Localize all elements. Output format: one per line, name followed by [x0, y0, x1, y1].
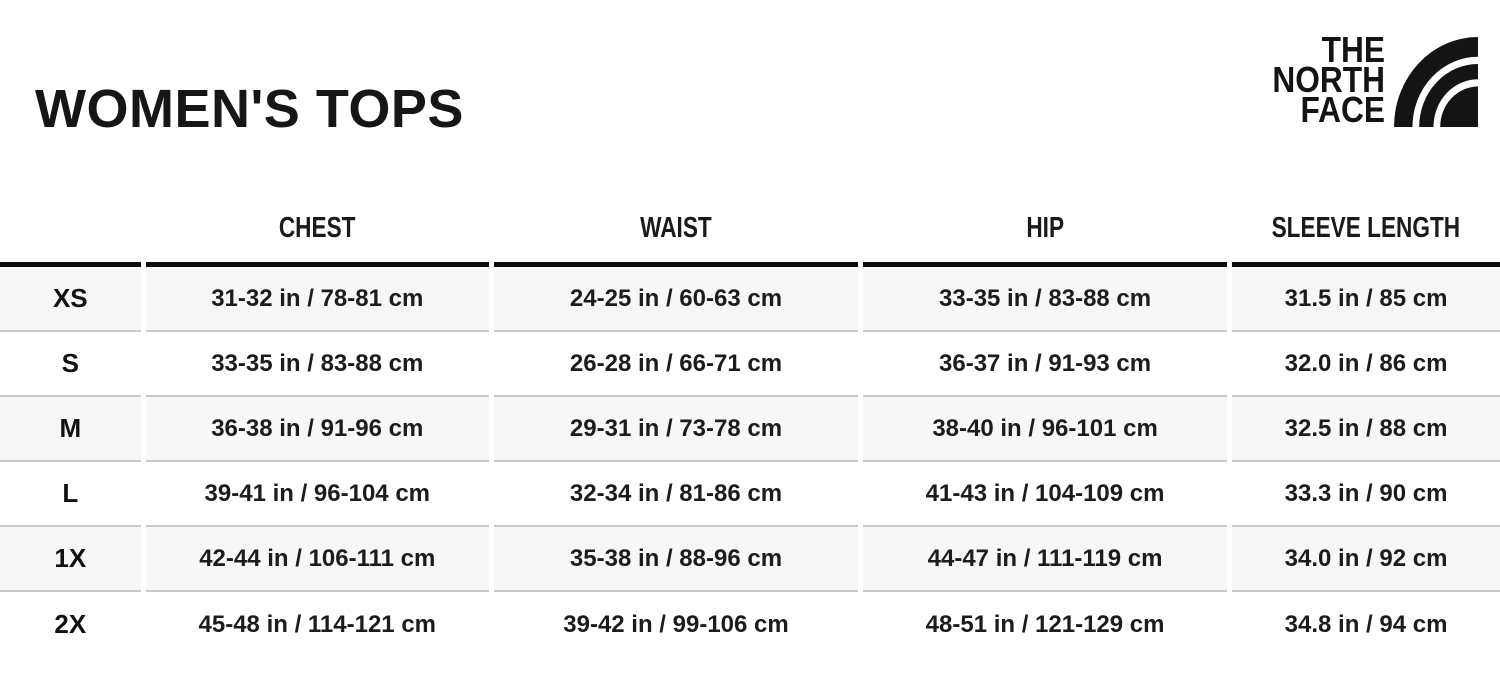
header — [0, 0, 1500, 140]
size-table — [0, 166, 1500, 657]
col-header-hip: HIP — [863, 166, 1227, 267]
brand-word-the: THE — [1321, 29, 1385, 70]
chest-value: 31-32 in / 78-81 cm — [146, 267, 489, 332]
brand-word-north: NORTH — [1272, 59, 1385, 100]
chest-value: 42-44 in / 106-111 cm — [146, 527, 489, 592]
chest-value: 33-35 in / 83-88 cm — [146, 332, 489, 397]
col-header-size — [0, 166, 141, 267]
header-row — [0, 166, 1500, 267]
size-label: 1X — [0, 527, 141, 592]
col-header-waist: WAIST — [494, 166, 858, 267]
hip-value: 48-51 in / 121-129 cm — [863, 592, 1227, 657]
half-dome-icon — [1394, 37, 1478, 127]
chest-value: 39-41 in / 96-104 cm — [146, 462, 489, 527]
hip-value: 33-35 in / 83-88 cm — [863, 267, 1227, 332]
sleeve-value: 32.5 in / 88 cm — [1232, 397, 1500, 462]
page-title: WOMEN'S TOPS — [35, 79, 464, 139]
table-row-xs — [0, 267, 1500, 332]
hip-value: 41-43 in / 104-109 cm — [863, 462, 1227, 527]
chest-value: 36-38 in / 91-96 cm — [146, 397, 489, 462]
sleeve-value: 34.0 in / 92 cm — [1232, 527, 1500, 592]
table-row-l — [0, 462, 1500, 527]
col-header-chest: CHEST — [146, 166, 489, 267]
size-label: 2X — [0, 592, 141, 657]
waist-value: 35-38 in / 88-96 cm — [494, 527, 858, 592]
size-label: S — [0, 332, 141, 397]
hip-value: 38-40 in / 96-101 cm — [863, 397, 1227, 462]
size-table-container — [0, 166, 1500, 657]
table-row-2x — [0, 592, 1500, 657]
table-row-m — [0, 397, 1500, 462]
brand-wordmark — [1257, 29, 1385, 130]
brand-word-face: FACE — [1300, 89, 1385, 130]
chest-value: 45-48 in / 114-121 cm — [146, 592, 489, 657]
size-label: M — [0, 397, 141, 462]
waist-value: 29-31 in / 73-78 cm — [494, 397, 858, 462]
hip-value: 44-47 in / 111-119 cm — [863, 527, 1227, 592]
waist-value: 24-25 in / 60-63 cm — [494, 267, 858, 332]
sleeve-value: 34.8 in / 94 cm — [1232, 592, 1500, 657]
table-row-s — [0, 332, 1500, 397]
sleeve-value: 32.0 in / 86 cm — [1232, 332, 1500, 397]
size-label: XS — [0, 267, 141, 332]
sleeve-value: 31.5 in / 85 cm — [1232, 267, 1500, 332]
col-header-sleeve-length: SLEEVE LENGTH — [1232, 166, 1500, 267]
hip-value: 36-37 in / 91-93 cm — [863, 332, 1227, 397]
sleeve-value: 33.3 in / 90 cm — [1232, 462, 1500, 527]
waist-value: 26-28 in / 66-71 cm — [494, 332, 858, 397]
waist-value: 39-42 in / 99-106 cm — [494, 592, 858, 657]
waist-value: 32-34 in / 81-86 cm — [494, 462, 858, 527]
table-row-1x — [0, 527, 1500, 592]
size-label: L — [0, 462, 141, 527]
brand-logo — [1257, 29, 1478, 130]
